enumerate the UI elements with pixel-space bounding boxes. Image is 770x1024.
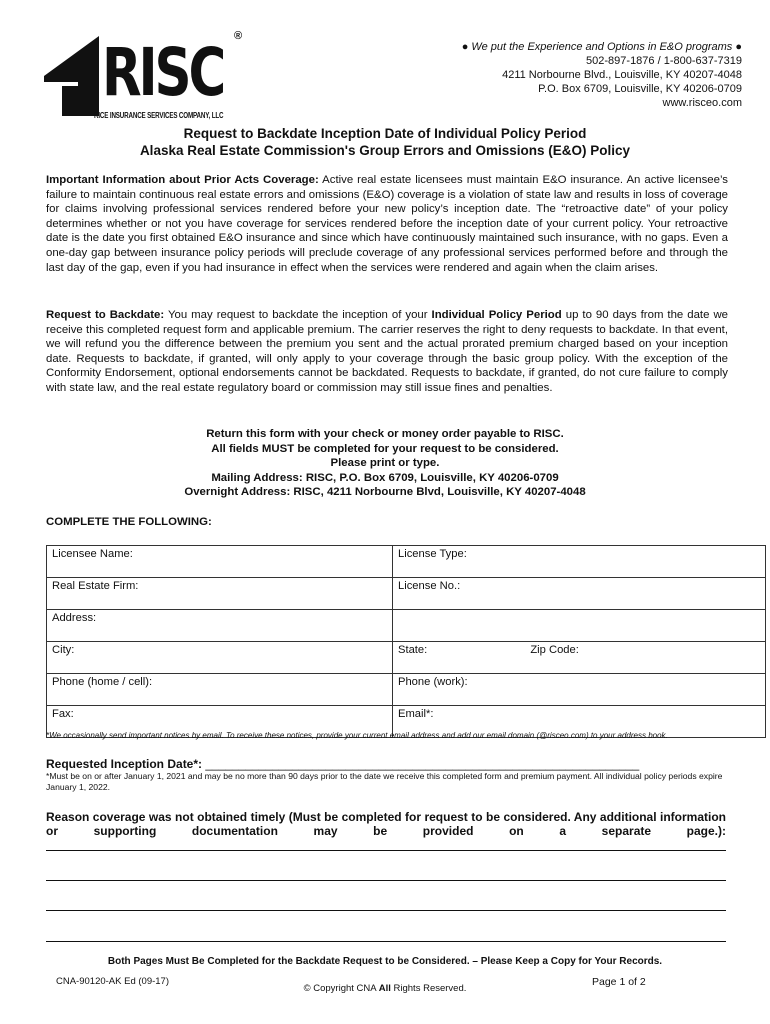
real-estate-firm-field[interactable]: Real Estate Firm: — [47, 578, 393, 610]
overnight-address: Overnight Address: RISC, 4211 Norbourne Blvd, Louisville, KY 40207-4048 — [184, 486, 586, 498]
prior-acts-paragraph — [46, 173, 728, 275]
contact-block — [462, 40, 742, 110]
website-link[interactable]: www.risceo.com — [662, 97, 742, 109]
email-note: *We occasionally send important notices by email. To receive these notices, provide your current email address and add our email domain (@risceo.com) to your address book. — [46, 731, 668, 740]
copyright — [0, 983, 770, 994]
backdate-text-a: You may request to backdate the inception of your — [167, 309, 428, 321]
po-box-address: P.O. Box 6709, Louisville, KY 40206-0709 — [538, 83, 742, 95]
address-field[interactable]: Address: — [47, 610, 393, 642]
tagline: ● We put the Experience and Options in E&O programs ● — [461, 41, 742, 53]
footer-notice: Both Pages Must Be Completed for the Backdate Request to be Considered. – Please Keep a Copy for Your Records. — [107, 956, 663, 967]
copyright-all: All — [378, 983, 391, 994]
mailing-address: Mailing Address: RISC, P.O. Box 6709, Louisville, KY 40206-0709 — [211, 471, 559, 484]
inception-date-row — [46, 757, 639, 771]
logo-subtitle: RICE INSURANCE SERVICES COMPANY, LLC — [94, 111, 224, 120]
applicant-form — [46, 545, 766, 738]
phone-home-field[interactable]: Phone (home / cell): — [47, 674, 393, 706]
reason-line-4[interactable] — [46, 941, 726, 942]
reason-prompt: Reason coverage was not obtained timely (Must be completed for request to be considered. Any additional information or supporting documentation may be provided on a separate page.): — [46, 810, 726, 838]
backdate-text-b: up to 90 days from the date we receive this completed request form and applicable premium. The carrier reserves the right to deny requests to backdate. In that event, we will refund you the difference between the premium you sent and the actual prorated premium charged based on your inception date. Requests to backdate, if granted, will only apply to your coverage through the basic group policy. With the exception of the Conformity Endorsement, optional endorsements cannot be backdated. Requests to backdate, if granted, do not cure failure to comply with state law, and the real estate regulatory board or commission may still issue fines and penalties. — [46, 309, 728, 394]
registered-mark: ® — [234, 30, 243, 42]
state-zip-cell — [393, 642, 766, 674]
backdate-emphasis: Individual Policy Period — [431, 309, 562, 321]
document-subtitle: Alaska Real Estate Commission's Group Errors and Omissions (E&O) Policy — [139, 143, 631, 158]
page-number: Page 1 of 2 — [592, 976, 646, 988]
instruction-line: Please print or type. — [330, 457, 440, 469]
reason-line-1[interactable] — [46, 850, 726, 851]
inception-note: *Must be on or after January 1, 2021 and may be no more than 90 days prior to the date we receive this completed form and premium payment. All individual policy periods expire January 1, 2022. — [46, 771, 723, 792]
city-field[interactable]: City: — [47, 642, 393, 674]
inception-date-input[interactable]: _________________________________________________________________ — [205, 757, 640, 771]
address-field-continued[interactable] — [393, 610, 766, 642]
prior-acts-label: Important Information about Prior Acts Coverage: — [46, 174, 319, 186]
prior-acts-text: Active real estate licensees must maintain E&O insurance. An active licensee’s failure to maintain continuous real estate errors and omissions (E&O) coverage is a violation of state law and results in loss of coverage for claims involving professional services rendered before your new policy’s inception date. The “retroactive date” of your policy determines whether or not you have coverage for services rendered before the inception date of your current policy. Your retroactive date is the date you first obtained E&O insurance and since which have continuously maintained such insurance, with no gaps. Even a one-day gap between insurance policy periods will preclude coverage of any professional services performed before and through the last day of the gap, even if you had insurance in effect when the services were rendered and again when the claim arises. — [46, 174, 728, 274]
zip-code-field[interactable]: Zip Code: — [530, 644, 579, 656]
return-instructions — [0, 427, 770, 500]
document-title: Request to Backdate Inception Date of Individual Policy Period — [183, 126, 587, 141]
instruction-line: All fields MUST be completed for your request to be considered. — [211, 442, 559, 455]
form-id: CNA-90120-AK Ed (09-17) — [56, 976, 169, 987]
street-address: 4211 Norbourne Blvd., Louisville, KY 40207-4048 — [502, 69, 742, 81]
instruction-line: Return this form with your check or money order payable to RISC. — [206, 428, 564, 440]
reason-line-2[interactable] — [46, 880, 726, 881]
risc-logo — [44, 30, 244, 122]
license-type-field[interactable]: License Type: — [393, 546, 766, 578]
fax-field[interactable]: Fax: — [47, 706, 393, 738]
email-field[interactable]: Email*: — [393, 706, 766, 738]
copyright-rights: Rights Reserved. — [393, 983, 467, 994]
phone-numbers: 502-897-1876 / 1-800-637-7319 — [586, 55, 742, 67]
phone-work-field[interactable]: Phone (work): — [393, 674, 766, 706]
inception-date-label: Requested Inception Date*: — [46, 757, 203, 771]
state-field[interactable]: State: — [398, 644, 428, 656]
backdate-label: Request to Backdate: — [46, 309, 165, 321]
license-no-field[interactable]: License No.: — [393, 578, 766, 610]
copyright-text: © Copyright CNA — [303, 983, 377, 994]
backdate-paragraph — [46, 308, 728, 396]
complete-heading: COMPLETE THE FOLLOWING: — [46, 516, 212, 528]
licensee-name-field[interactable]: Licensee Name: — [47, 546, 393, 578]
reason-line-3[interactable] — [46, 910, 726, 911]
logo-wordmark: RISC — [102, 34, 224, 111]
